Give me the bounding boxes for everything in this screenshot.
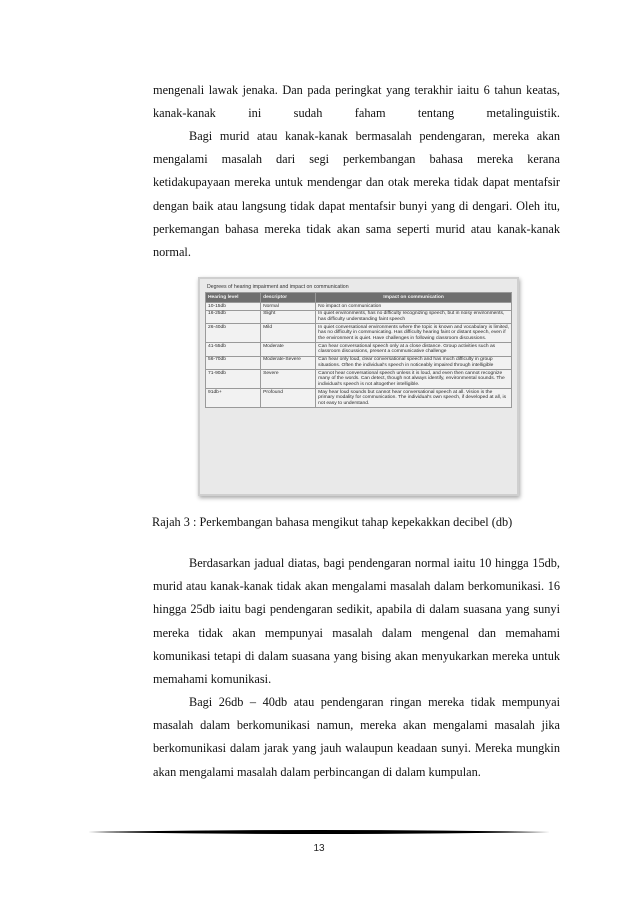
- figure-caption: Rajah 3 : Perkembangan bahasa mengikut tahap kepekakkan decibel (db): [152, 515, 513, 529]
- cell-impact: In quiet environments, has no difficulty recognizing speech, but in noisy environments, has difficulty understanding faint speech: [316, 310, 512, 323]
- table-row: [206, 310, 512, 323]
- cell-impact: Cannot hear conversational speech unless it is loud, and even then cannot recognize many of the words. Can detect, though not always identify, environmental sounds. The individual's speech is not altogether intelligible.: [316, 370, 512, 389]
- table-row: [206, 389, 512, 408]
- figure-title: Degrees of hearing impairment and impact on communication: [207, 284, 349, 290]
- table-row: [206, 370, 512, 389]
- cell-level: 16-25db: [206, 310, 261, 323]
- cell-descriptor: Profound: [261, 389, 316, 408]
- cell-level: 71-90db: [206, 370, 261, 389]
- cell-impact: No impact on communication: [316, 303, 512, 311]
- cell-level: 26-40db: [206, 324, 261, 343]
- table-row: [206, 324, 512, 343]
- paragraph-continuation: mengenali lawak jenaka. Dan pada peringkat yang terakhir iaitu 6 tahun keatas, kanak-kanak ini sudah faham tentang metalinguistik.: [153, 83, 560, 121]
- cell-level: 56-70db: [206, 356, 261, 369]
- paragraph-mild: Bagi 26db – 40db atau pendengaran ringan mereka tidak mempunyai masalah dalam berkomunikasi namun, mereka akan mengalami masalah jika berkomunikasi dalam jarak yang jauh walaupun keadaan sunyi. Mereka mungkin akan mengalami masalah dalam perbincangan di dalam kumpulan.: [153, 695, 560, 779]
- cell-descriptor: Mild: [261, 324, 316, 343]
- header-hearing-level: Hearing level: [206, 293, 261, 303]
- cell-descriptor: Severe: [261, 370, 316, 389]
- cell-impact: In quiet conversational environments where the topic is known and vocabulary is limited, has no difficulty in communicating. Has difficulty hearing faint or distant speech, even if the environment is quiet. Have challenges in following classroom discussions.: [316, 324, 512, 343]
- cell-impact: May hear loud sounds but cannot hear conversational speech at all. Vision is the primary modality for communication. The individual's own speech, if developed at all, is not easy to understand.: [316, 389, 512, 408]
- header-descriptor: descriptor: [261, 293, 316, 303]
- cell-descriptor: Slight: [261, 310, 316, 323]
- footer-divider: [88, 829, 550, 835]
- hearing-impairment-figure: [198, 277, 519, 496]
- table-row: [206, 356, 512, 369]
- cell-descriptor: Normal: [261, 303, 316, 311]
- table-row: [206, 343, 512, 356]
- cell-level: 10-15db: [206, 303, 261, 311]
- paragraph-hearing-impaired: Bagi murid atau kanak-kanak bermasalah pendengaran, mereka akan mengalami masalah dari segi perkembangan bahasa mereka kerana ketidakupayaan mereka untuk mendengar dan otak mereka tidak dapat mentafsir dengan baik atau langsung tidak dapat mentafsir bunyi yang di dengari. Oleh itu, perkemangan bahasa mereka tidak akan sama seperti murid atau kanak-kanak normal.: [153, 129, 560, 260]
- table-row: [206, 303, 512, 311]
- cell-descriptor: Moderate: [261, 343, 316, 356]
- cell-level: 91db+: [206, 389, 261, 408]
- cell-impact: Can hear conversational speech only at a close distance. Group activities such as classroom discussions, present a communicative challenge: [316, 343, 512, 356]
- hearing-impairment-table: [205, 292, 512, 408]
- page-number: 13: [313, 843, 325, 854]
- cell-level: 41-55db: [206, 343, 261, 356]
- table-header-row: [206, 293, 512, 303]
- cell-descriptor: Moderate-Severe: [261, 356, 316, 369]
- cell-impact: Can hear only loud, clear conversational speech and has much difficulty in group situations. Often the individual's speech in noticeably impaired through intelligible: [316, 356, 512, 369]
- header-impact: Impact on communication: [316, 293, 512, 303]
- paragraph-normal-slight: Berdasarkan jadual diatas, bagi pendengaran normal iaitu 10 hingga 15db, murid atau kanak-kanak tidak akan mengalami masalah dalam berkomunikasi. 16 hingga 25db iaitu bagi pendengaran sedikit, apabila di dalam suasana yang sunyi mereka tidak akan mempunyai masalah dalam mengenal dan memahami komunikasi tetapi di dalam suasana yang bising akan menyukarkan mereka untuk memahami komunikasi.: [153, 556, 560, 687]
